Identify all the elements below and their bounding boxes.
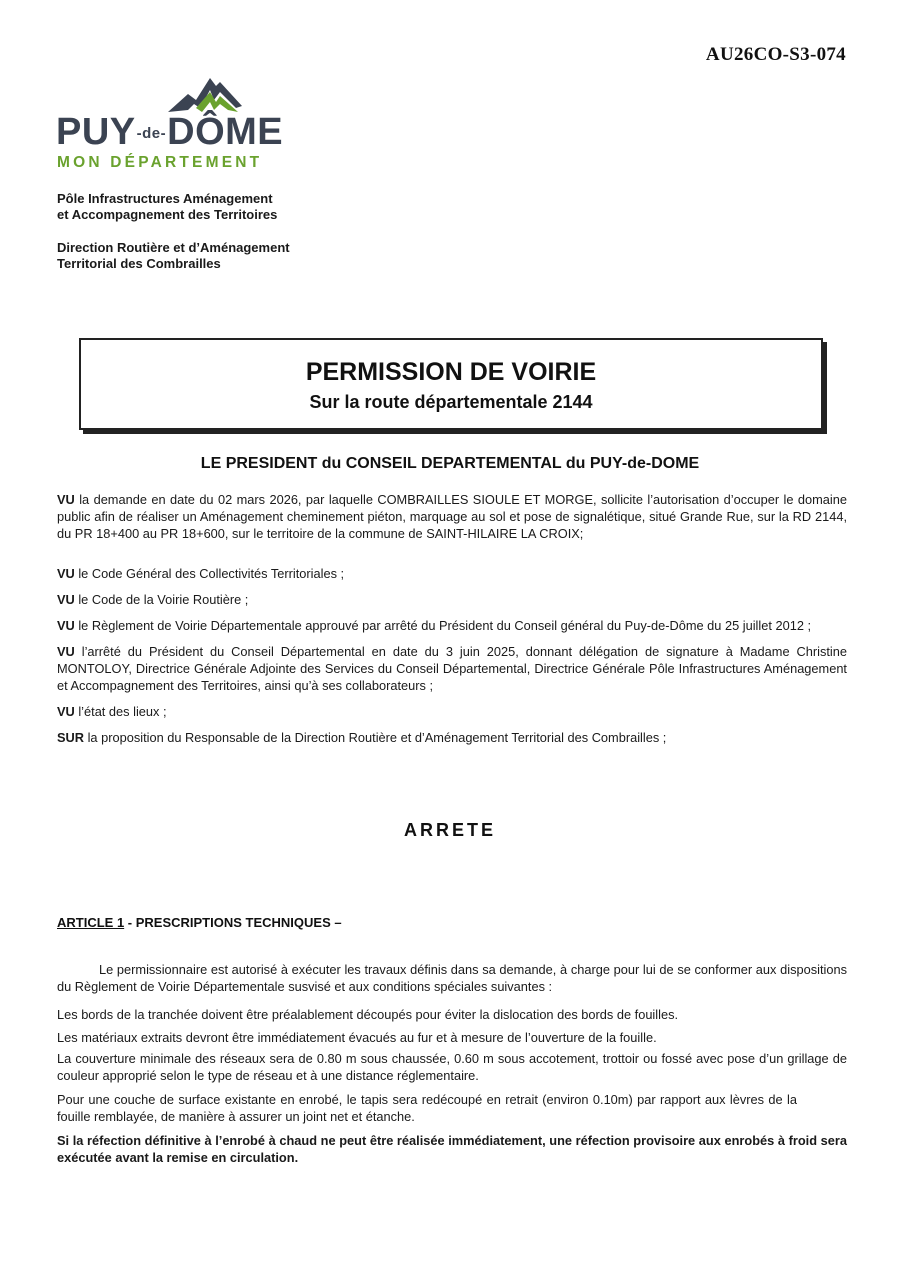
article-1-heading: ARTICLE 1 - PRESCRIPTIONS TECHNIQUES – — [57, 915, 342, 930]
president-heading: LE PRESIDENT du CONSEIL DEPARTEMENTAL du PUY-de-DOME — [200, 455, 700, 472]
article-1-intro: Le permissionnaire est autorisé à exécuter les travaux définis dans sa demande, à charge pour lui de se conformer aux dispositions du Règlement de Voirie Départementale susvisé et aux conditions spéciales suivantes : — [57, 962, 847, 994]
consideration-etat-des-lieux: VU l’état des lieux ; — [57, 704, 167, 719]
consideration-reglement: VU le Règlement de Voirie Départementale approuvé par arrêté du Président du Conseil général du Puy-de-Dôme du 25 juillet 2012 ; — [57, 618, 812, 633]
consideration-cgct: VU le Code Général des Collectivités Territoriales ; — [57, 566, 345, 581]
document-subtitle: Sur la route départementale 2144 — [309, 392, 593, 412]
direction-name: Direction Routière et d’Aménagement Territorial des Combrailles — [57, 240, 290, 271]
logo-wordmark: PUY-de-DÔME — [56, 111, 284, 153]
article-1-trench-edges: Les bords de la tranchée doivent être préalablement découpés pour éviter la dislocation des bords de fouilles. — [57, 1007, 679, 1022]
consideration-request: VU la demande en date du 02 mars 2026, par laquelle COMBRAILLES SIOULE ET MORGE, sollicite l’autorisation d’occuper le domaine public afin de réaliser un Aménagement cheminement piéton, marquage au sol et pose de signalétique, situé Grande Rue, sur la RD 2144, du PR 18+400 au PR 18+600, sur le territoire de la commune de SAINT-HILAIRE LA CROIX; — [57, 492, 847, 541]
article-1-network-coverage: La couverture minimale des réseaux sera de 0.80 m sous chaussée, 0.60 m sous accotement, trottoir ou fossé avec pose d’un grillage de couleur approprié selon le type de réseau et à une distance réglementaire. — [57, 1051, 847, 1083]
arrete-heading: ARRETE — [403, 820, 496, 840]
mountain-logo-icon — [166, 72, 246, 116]
consideration-proposition: SUR la proposition du Responsable de la Direction Routière et d’Aménagement Territorial des Combrailles ; — [57, 730, 667, 745]
consideration-code-voirie: VU le Code de la Voirie Routière ; — [57, 592, 249, 607]
article-1-surface-layer: Pour une couche de surface existante en enrobé, le tapis sera redécoupé en retrait (environ 0.10m) par rapport aux lèvres de la fouille remblayée, de manière à assurer un joint net et étanche. — [57, 1092, 797, 1124]
title-box — [79, 338, 823, 430]
puy-de-dome-logo — [56, 72, 306, 177]
article-1-provisional-repair: Si la réfection définitive à l’enrobé à chaud ne peut être réalisée immédiatement, une réfection provisoire aux enrobés à froid sera exécutée avant la remise en circulation. — [57, 1133, 847, 1165]
logo-subtitle: MON DÉPARTEMENT — [57, 154, 263, 171]
pole-name: Pôle Infrastructures Aménagement et Accompagnement des Territoires — [57, 191, 278, 222]
document-title: PERMISSION DE VOIRIE — [305, 358, 597, 386]
document-reference: AU26CO-S3-074 — [705, 44, 846, 65]
article-1-materials: Les matériaux extraits devront être immédiatement évacués au fur et à mesure de l’ouverture de la fouille. — [57, 1030, 657, 1045]
consideration-delegation: VU l’arrêté du Président du Conseil Départemental en date du 3 juin 2025, donnant délégation de signature à Madame Christine MONTOLOY, Directrice Générale Adjointe des Services du Conseil Départemental, Directrice Générale Pôle Infrastructures Aménagement et Accompagnement des Territoires, ainsi qu’à ses collaborateurs ; — [57, 644, 847, 693]
